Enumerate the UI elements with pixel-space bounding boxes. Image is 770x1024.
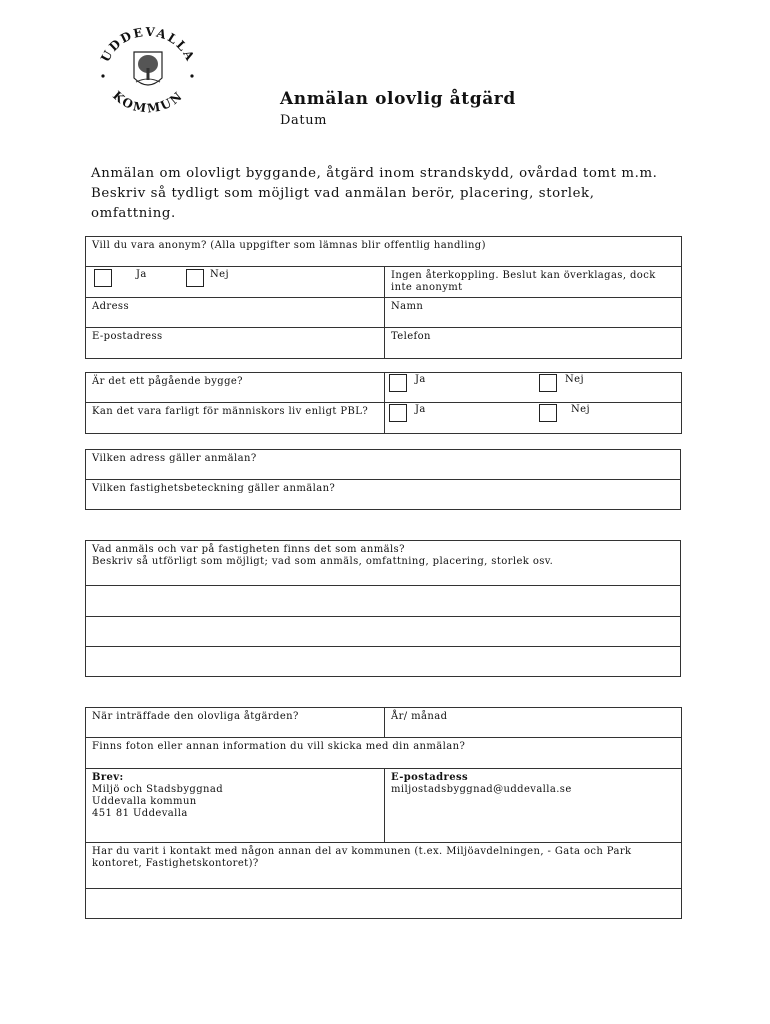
anonymous-choice-cell xyxy=(86,267,385,298)
date-label: Datum xyxy=(280,113,328,128)
construction-table xyxy=(85,372,682,434)
mail-line-3: 451 81 Uddevalla xyxy=(92,808,188,819)
email-contact-label: E-postadress xyxy=(391,772,469,783)
mail-line-2: Uddevalla kommun xyxy=(92,796,197,807)
description-table xyxy=(85,540,681,677)
property-designation-field[interactable]: Vilken fastighetsbeteckning gäller anmälan? xyxy=(86,480,681,510)
mail-label: Brev: xyxy=(92,772,124,783)
anonymous-no-label: Nej xyxy=(210,269,229,280)
municipality-logo xyxy=(92,24,202,114)
ongoing-yes-checkbox[interactable] xyxy=(389,374,407,392)
description-line-2[interactable] xyxy=(86,617,681,647)
when-question: När inträffade den olovliga åtgärden? xyxy=(86,708,385,738)
email-field[interactable]: E-postadress xyxy=(86,328,385,359)
ongoing-choice-cell xyxy=(385,373,682,403)
anonymous-no-checkbox[interactable] xyxy=(186,269,204,287)
description-line-3[interactable] xyxy=(86,647,681,677)
other-contact-question: Har du varit i kontakt med någon annan del av kommunen (t.ex. Miljöavdelningen, - Gata och Park kontoret, Fastighetskontoret)? xyxy=(86,843,682,889)
description-line-1[interactable] xyxy=(86,586,681,617)
anonymous-yes-label: Ja xyxy=(136,269,147,280)
phone-field[interactable]: Telefon xyxy=(385,328,682,359)
intro-text: Anmälan om olovligt byggande, åtgärd inom strandskydd, ovårdad tomt m.m. Beskriv så tydligt som möjligt vad anmälan berör, placering, storlek, omfattning. xyxy=(91,166,658,221)
property-address-field[interactable]: Vilken adress gäller anmälan? xyxy=(86,450,681,480)
description-instruction: Beskriv så utförligt som möjligt; vad som anmäls, omfattning, placering, storlek osv. xyxy=(92,556,554,567)
name-field[interactable]: Namn xyxy=(385,298,682,328)
reporter-info-table xyxy=(85,236,682,359)
ongoing-no-checkbox[interactable] xyxy=(539,374,557,392)
logo-arc-bottom: KOMMUN xyxy=(109,88,187,114)
details-table xyxy=(85,707,682,919)
danger-no-label: Nej xyxy=(571,404,590,415)
photos-question: Finns foton eller annan information du vill skicka med din anmälan? xyxy=(86,738,682,769)
danger-question: Kan det vara farligt för människors liv enligt PBL? xyxy=(86,403,385,434)
page-title: Anmälan olovlig åtgärd xyxy=(280,89,516,109)
anonymous-note: Ingen återkoppling. Beslut kan överklagas, dock inte anonymt xyxy=(385,267,682,298)
description-question: Vad anmäls och var på fastigheten finns det som anmäls? xyxy=(92,544,405,555)
mail-address-cell xyxy=(86,769,385,843)
address-field[interactable]: Adress xyxy=(86,298,385,328)
danger-yes-label: Ja xyxy=(415,404,426,415)
danger-choice-cell xyxy=(385,403,682,434)
mail-line-1: Miljö och Stadsbyggnad xyxy=(92,784,223,795)
logo-arc-top: UDDEVALLA xyxy=(98,24,198,65)
ongoing-yes-label: Ja xyxy=(415,374,426,385)
other-contact-answer-field[interactable] xyxy=(86,889,682,919)
email-contact-cell xyxy=(385,769,682,843)
description-question-cell xyxy=(86,541,681,586)
danger-yes-checkbox[interactable] xyxy=(389,404,407,422)
svg-text:KOMMUN xyxy=(110,88,186,114)
anonymous-question: Vill du vara anonym? (Alla uppgifter som lämnas blir offentlig handling) xyxy=(86,237,682,267)
danger-no-checkbox[interactable] xyxy=(539,404,557,422)
anonymous-yes-checkbox[interactable] xyxy=(94,269,112,287)
property-table xyxy=(85,449,681,510)
ongoing-construction-question: Är det ett pågående bygge? xyxy=(86,373,385,403)
ongoing-no-label: Nej xyxy=(565,374,584,385)
email-contact-value[interactable]: miljostadsbyggnad@uddevalla.se xyxy=(391,784,572,795)
year-month-field[interactable]: År/ månad xyxy=(385,708,682,738)
